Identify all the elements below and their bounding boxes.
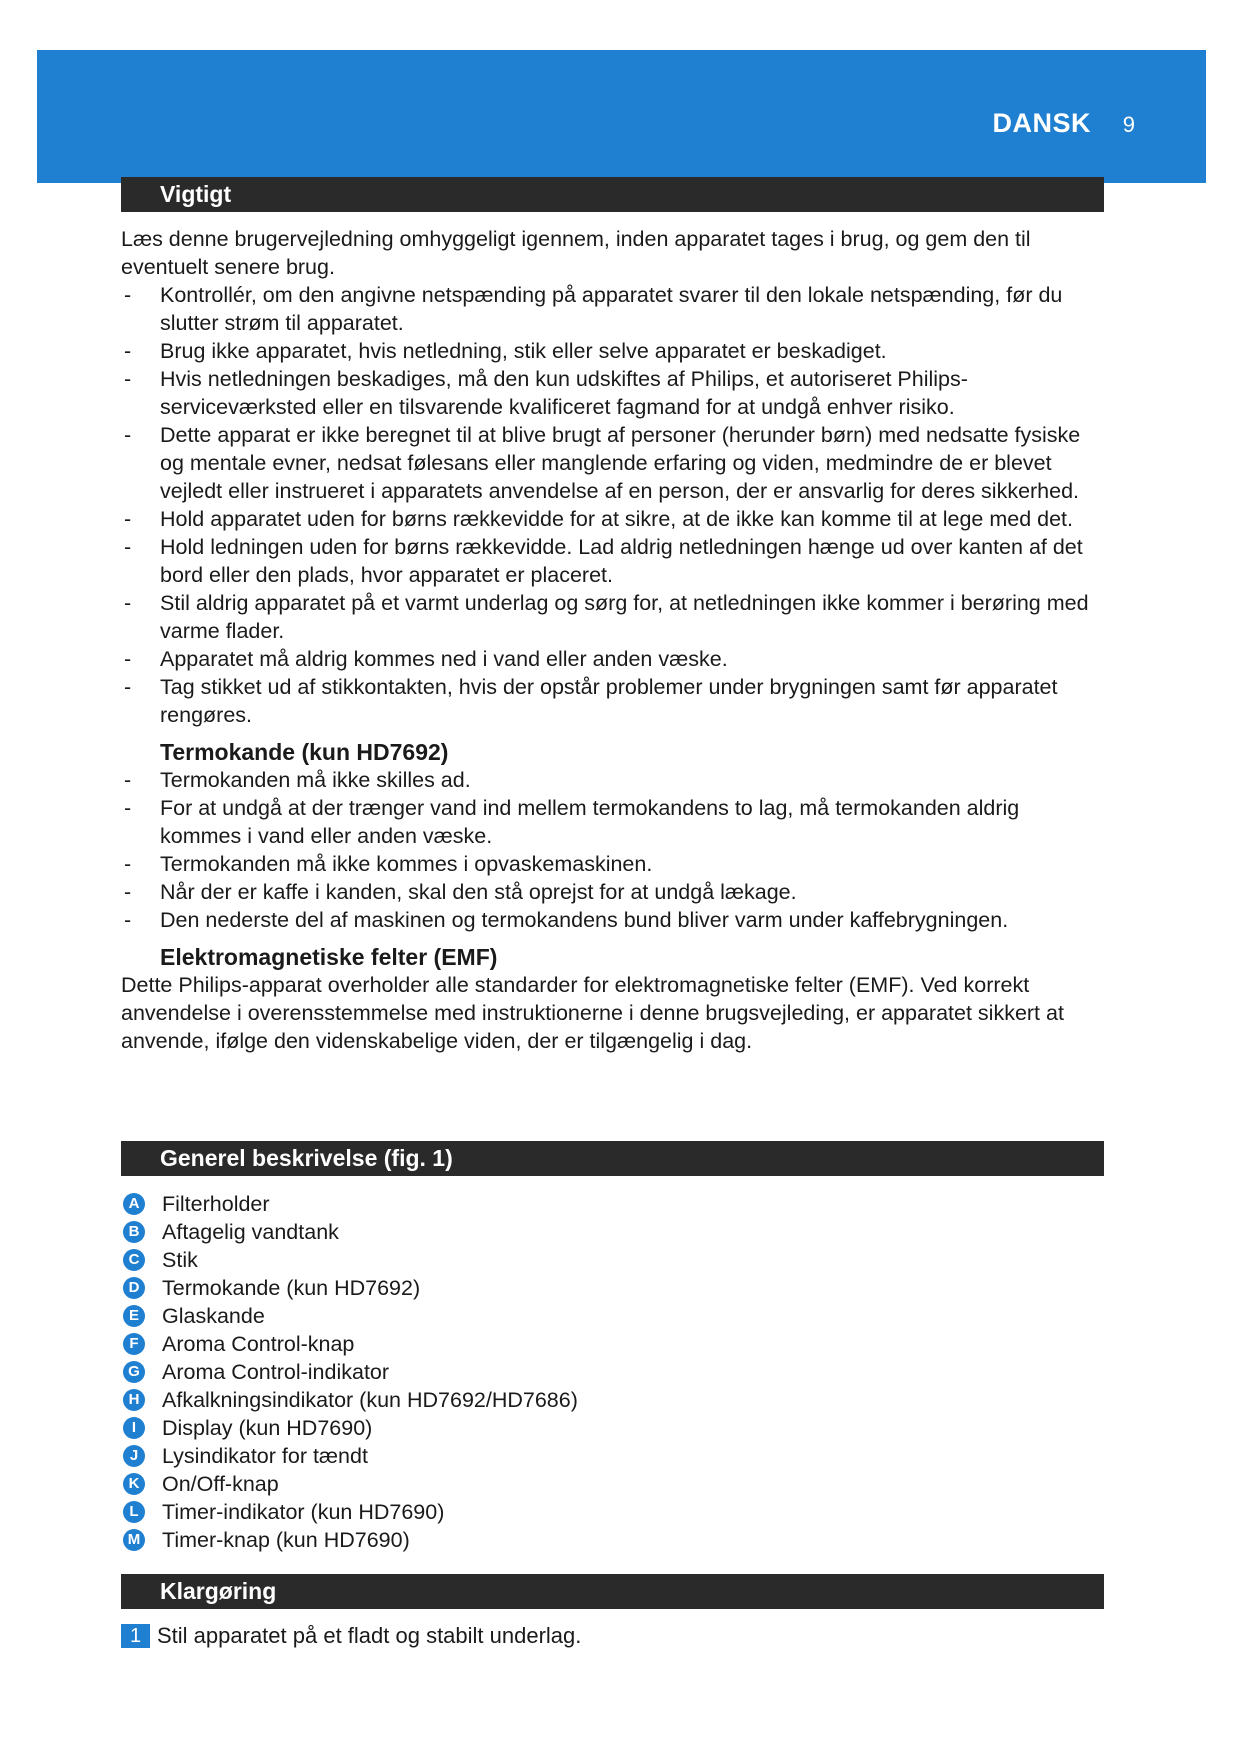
general-content <box>123 1190 1108 1554</box>
dash: - <box>124 339 132 363</box>
list-item <box>121 365 1106 421</box>
list-item <box>121 850 1106 878</box>
part-label: Aroma Control-indikator <box>162 1360 390 1384</box>
part-item <box>123 1218 1108 1246</box>
dash: - <box>124 647 132 671</box>
section-title-general: Generel beskrivelse (fig. 1) <box>121 1141 1104 1176</box>
part-label: Afkalkningsindikator (kun HD7692/HD7686) <box>162 1388 578 1412</box>
list-item-text: Når der er kaffe i kanden, skal den stå oprejst for at undgå lækage. <box>160 880 797 904</box>
part-label: Aftagelig vandtank <box>162 1220 339 1244</box>
letter-badge: E <box>123 1305 145 1327</box>
list-item-text: Hold ledningen uden for børns rækkevidde. Lad aldrig netledningen hænge ud over kanten af det bord eller den plads, hvor apparatet er placeret. <box>160 535 1083 587</box>
dash: - <box>124 852 132 876</box>
dash: - <box>124 880 132 904</box>
dash: - <box>124 796 132 820</box>
list-item <box>121 673 1106 729</box>
vigtigt-bullets <box>121 281 1106 729</box>
part-item <box>123 1330 1108 1358</box>
list-item <box>121 794 1106 850</box>
subheading-emf: Elektromagnetiske felter (EMF) <box>160 944 498 970</box>
list-item <box>121 505 1106 533</box>
list-item <box>121 589 1106 645</box>
list-item <box>121 533 1106 589</box>
vigtigt-intro: Læs denne brugervejledning omhyggeligt igennem, inden apparatet tages i brug, og gem den til eventuelt senere brug. <box>121 227 1031 279</box>
klargoring-content <box>121 1622 1106 1650</box>
part-label: Termokande (kun HD7692) <box>162 1276 421 1300</box>
list-item-text: Hold apparatet uden for børns rækkevidde for at sikre, at de ikke kan komme til at lege med det. <box>160 507 1074 531</box>
dash: - <box>124 535 132 559</box>
vigtigt-content <box>121 225 1106 1055</box>
part-label: Display (kun HD7690) <box>162 1416 373 1440</box>
list-item-text: Den nederste del af maskinen og termokandens bund bliver varm under kaffebrygningen. <box>160 908 1009 932</box>
letter-badge: K <box>123 1473 145 1495</box>
step-item <box>121 1622 1106 1650</box>
part-item <box>123 1302 1108 1330</box>
list-item <box>121 645 1106 673</box>
part-item <box>123 1386 1108 1414</box>
part-item <box>123 1358 1108 1386</box>
part-label: Aroma Control-knap <box>162 1332 355 1356</box>
list-item <box>121 878 1106 906</box>
letter-badge: C <box>123 1249 145 1271</box>
list-item <box>121 337 1106 365</box>
language-label: DANSK <box>992 108 1091 138</box>
part-item <box>123 1498 1108 1526</box>
dash: - <box>124 283 132 307</box>
part-item <box>123 1470 1108 1498</box>
parts-list <box>123 1190 1108 1554</box>
part-item <box>123 1190 1108 1218</box>
letter-badge: B <box>123 1221 145 1243</box>
letter-badge: G <box>123 1361 145 1383</box>
part-label: On/Off-knap <box>162 1472 279 1496</box>
page-number: 9 <box>1122 112 1135 137</box>
step-number: 1 <box>121 1624 150 1648</box>
step-text: Stil apparatet på et fladt og stabilt underlag. <box>157 1623 582 1648</box>
part-label: Lysindikator for tændt <box>162 1444 368 1468</box>
subheading-termokande: Termokande (kun HD7692) <box>160 739 449 765</box>
emf-text: Dette Philips-apparat overholder alle standarder for elektromagnetiske felter (EMF). Ved korrekt anvendelse i overensstemmelse med instruktionerne i denne brugsvejleding, er apparatet sikkert at anvende, ifølge den videnskabelige viden, der er tilgængelig i dag. <box>121 973 1064 1053</box>
part-label: Filterholder <box>162 1192 270 1216</box>
list-item-text: Tag stikket ud af stikkontakten, hvis der opstår problemer under brygningen samt før apparatet rengøres. <box>160 675 1058 727</box>
list-item-text: Stil aldrig apparatet på et varmt underlag og sørg for, at netledningen ikke kommer i berøring med varme flader. <box>160 591 1089 643</box>
letter-badge: D <box>123 1277 145 1299</box>
dash: - <box>124 768 132 792</box>
part-label: Stik <box>162 1248 198 1272</box>
part-item <box>123 1414 1108 1442</box>
part-item <box>123 1442 1108 1470</box>
letter-badge: J <box>123 1445 145 1467</box>
list-item-text: Brug ikke apparatet, hvis netledning, stik eller selve apparatet er beskadiget. <box>160 339 887 363</box>
part-item <box>123 1526 1108 1554</box>
letter-badge: F <box>123 1333 145 1355</box>
letter-badge: I <box>123 1417 145 1439</box>
dash: - <box>124 507 132 531</box>
list-item-text: Apparatet må aldrig kommes ned i vand eller anden væske. <box>160 647 728 671</box>
part-label: Glaskande <box>162 1304 265 1328</box>
list-item <box>121 766 1106 794</box>
list-item <box>121 906 1106 934</box>
list-item-text: Termokanden må ikke skilles ad. <box>160 768 471 792</box>
part-label: Timer-knap (kun HD7690) <box>162 1528 410 1552</box>
list-item-text: Termokanden må ikke kommes i opvaskemaskinen. <box>160 852 653 876</box>
dash: - <box>124 367 132 391</box>
section-title-vigtigt: Vigtigt <box>121 177 1104 212</box>
list-item <box>121 421 1106 505</box>
list-item <box>121 281 1106 337</box>
letter-badge: L <box>123 1501 145 1523</box>
dash: - <box>124 423 132 447</box>
list-item-text: Hvis netledningen beskadiges, må den kun udskiftes af Philips, et autoriseret Philips-serviceværksted eller en tilsvarende kvalificeret fagmand for at undgå enhver risiko. <box>160 367 968 419</box>
list-item-text: For at undgå at der trænger vand ind mellem termokandens to lag, må termokanden aldrig kommes i vand eller anden væske. <box>160 796 1020 848</box>
part-label: Timer-indikator (kun HD7690) <box>162 1500 445 1524</box>
list-item-text: Kontrollér, om den angivne netspænding på apparatet svarer til den lokale netspænding, før du slutter strøm til apparatet. <box>160 283 1063 335</box>
termokande-bullets <box>121 766 1106 934</box>
section-title-klargoring: Klargøring <box>121 1574 1104 1609</box>
letter-badge: M <box>123 1529 145 1551</box>
part-item <box>123 1246 1108 1274</box>
part-item <box>123 1274 1108 1302</box>
letter-badge: H <box>123 1389 145 1411</box>
letter-badge: A <box>123 1193 145 1215</box>
list-item-text: Dette apparat er ikke beregnet til at blive brugt af personer (herunder børn) med nedsatte fysiske og mentale evner, nedsat følesans eller manglende erfaring og viden, medmindre de er blevet vejledt eller instrueret i apparatets anvendelse af en person, der er ansvarlig for deres sikkerhed. <box>160 423 1081 503</box>
dash: - <box>124 908 132 932</box>
dash: - <box>124 675 132 699</box>
dash: - <box>124 591 132 615</box>
